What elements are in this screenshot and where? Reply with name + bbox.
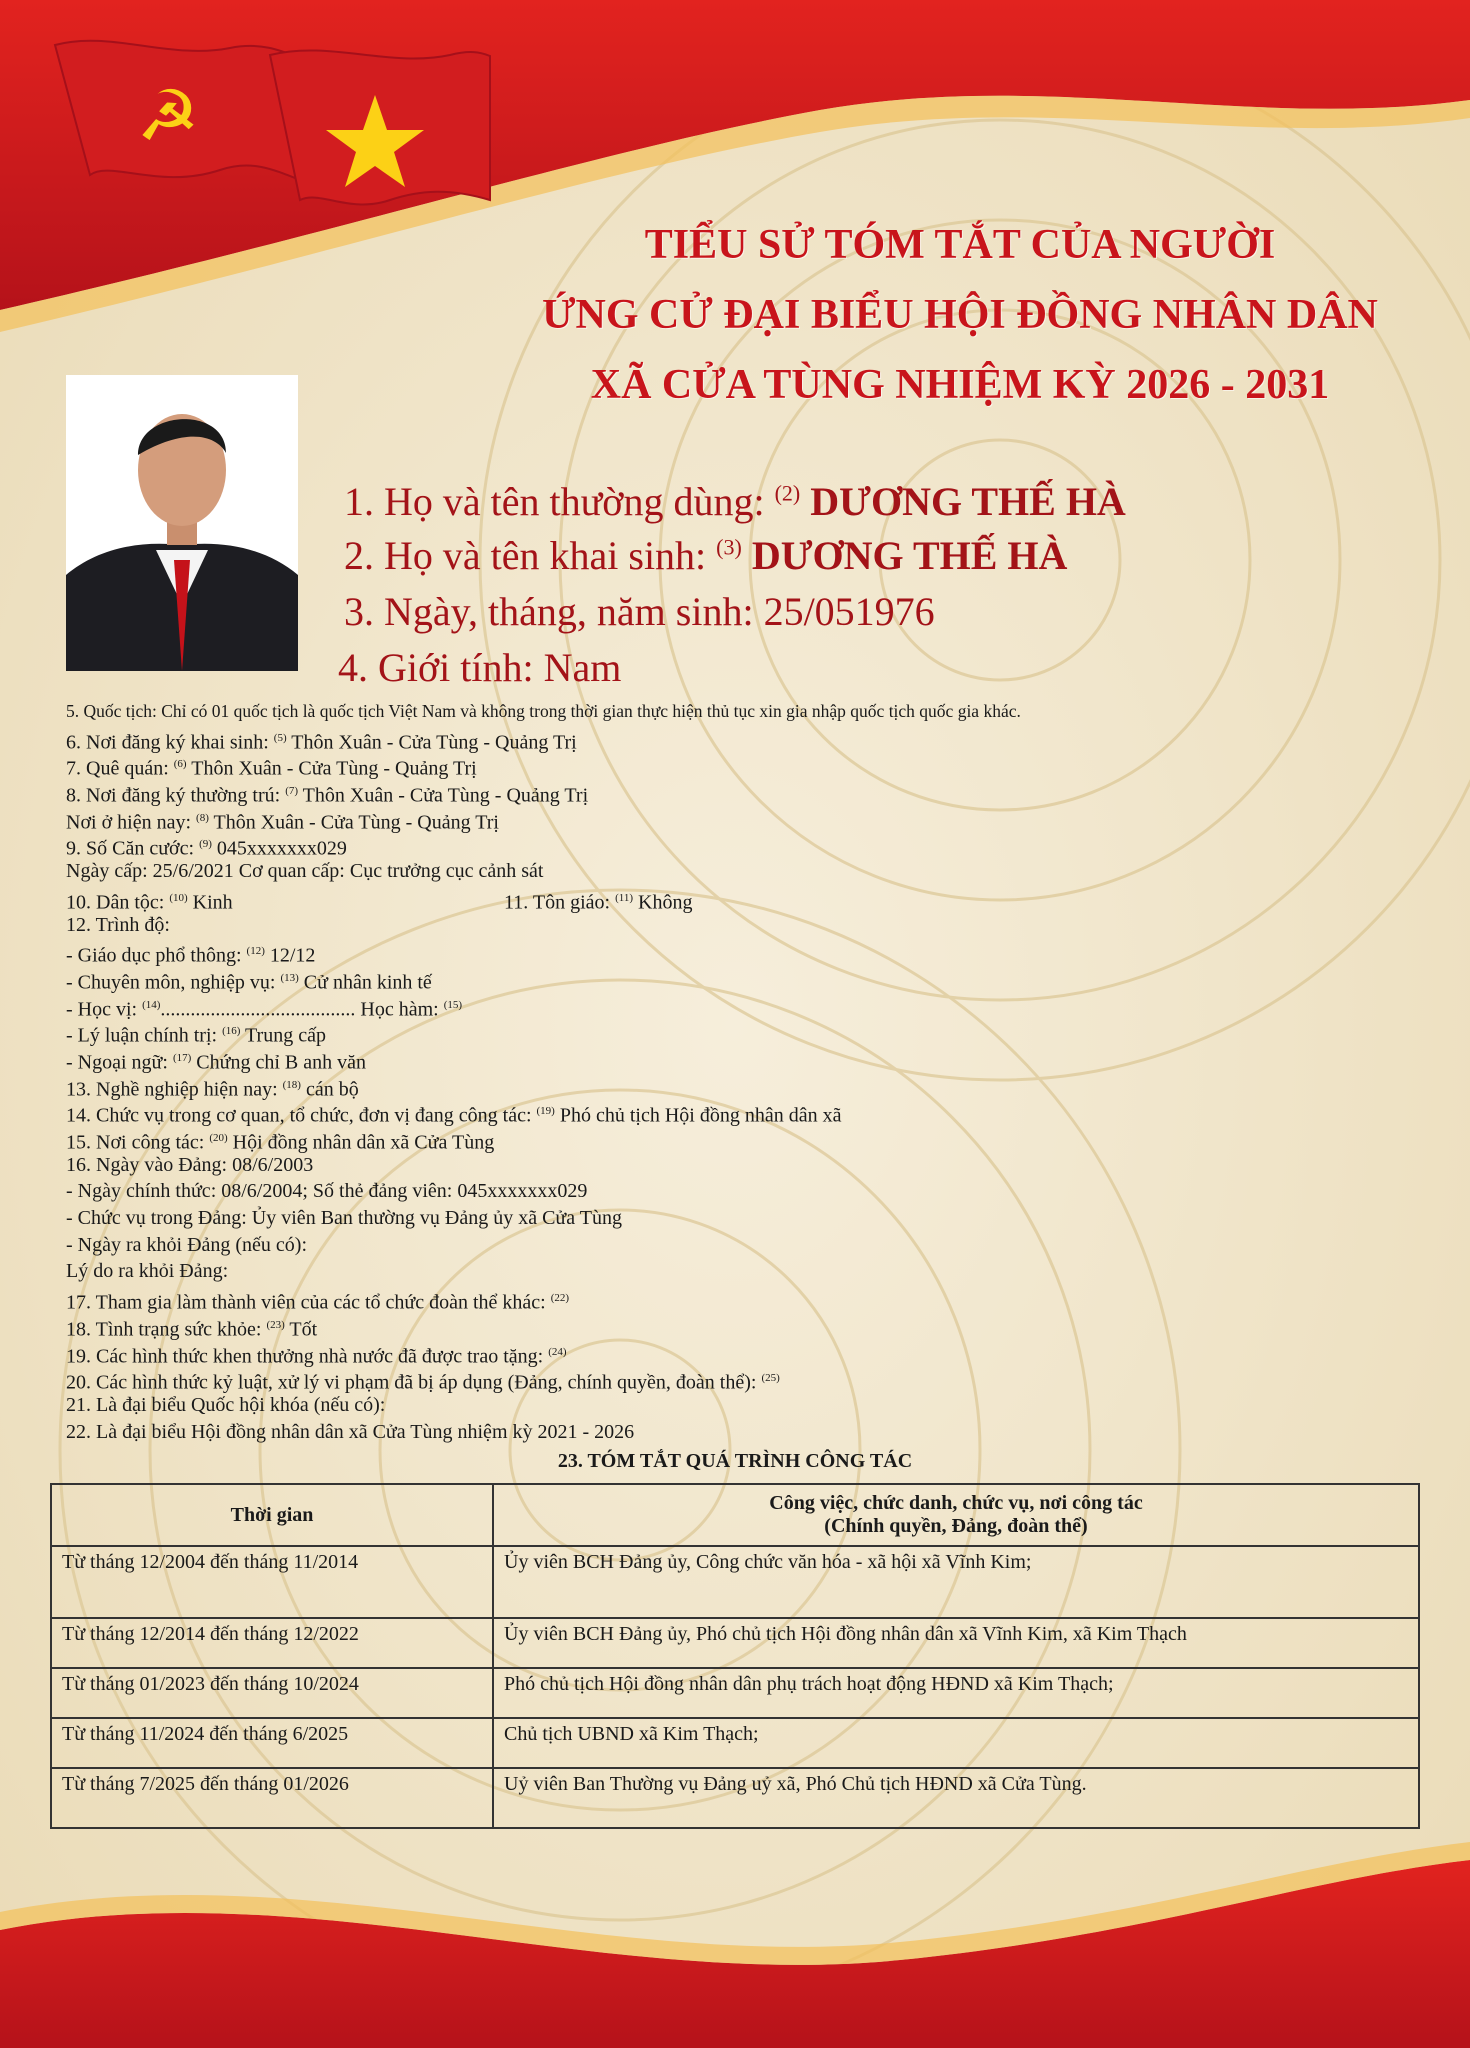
detail-line: 18. Tình trạng sức khỏe: $^{(23)}$ Tốt (66, 1318, 318, 1341)
footnote-ref: (3) (716, 534, 742, 560)
detail-line: 7. Quê quán: $^{(6)}$ Thôn Xuân - Cửa Tùng - Quảng Trị (66, 758, 477, 781)
field-value: DƯƠNG THẾ HÀ (741, 533, 1068, 578)
svg-text:☭: ☭ (136, 75, 200, 157)
field-label: 4. Giới tính: Nam (338, 645, 622, 690)
field-birth-name (344, 532, 1067, 579)
detail-line: 12. Trình độ: (66, 913, 170, 936)
religion-field: 11. Tôn giáo: $^{(11)}$ Không (504, 891, 693, 914)
column-header-time: Thời gian (51, 1484, 493, 1546)
detail-line: Lý do ra khỏi Đảng: (66, 1260, 229, 1283)
detail-line: Nơi ở hiện nay: $^{(8)}$ Thôn Xuân - Cửa Tùng - Quảng Trị (66, 811, 499, 834)
cell-time: Từ tháng 7/2025 đến tháng 01/2026 (51, 1768, 493, 1828)
table-header-row (51, 1484, 1419, 1546)
table-row (51, 1618, 1419, 1668)
table-row (51, 1768, 1419, 1828)
cell-time: Từ tháng 11/2024 đến tháng 6/2025 (51, 1718, 493, 1768)
detail-line: 16. Ngày vào Đảng: 08/6/2003 (66, 1153, 314, 1176)
cell-work: Ủy viên BCH Đảng ủy, Phó chủ tịch Hội đồng nhân dân xã Vĩnh Kim, xã Kim Thạch (493, 1618, 1419, 1668)
detail-line: 20. Các hình thức kỷ luật, xử lý vi phạm đã bị áp dụng (Đảng, chính quyền, đoàn thể): $^{(25)}$ (66, 1371, 780, 1394)
column-header-work-line1: Công việc, chức danh, chức vụ, nơi công tác (769, 1492, 1143, 1514)
detail-line: 15. Nơi công tác: $^{(20)}$ Hội đồng nhân dân xã Cửa Tùng (66, 1131, 495, 1154)
detail-line: 5. Quốc tịch: Chỉ có 01 quốc tịch là quốc tịch Việt Nam và không trong thời gian thực hiện thủ tục xin gia nhập quốc tịch quốc gia khác. (66, 701, 1021, 721)
national-flag-icon (270, 50, 490, 204)
detail-line: - Ngoại ngữ: $^{(17)}$ Chứng chỉ B anh văn (66, 1051, 366, 1074)
table-row (51, 1668, 1419, 1718)
detail-line: 13. Nghề nghiệp hiện nay: $^{(18)}$ cán bộ (66, 1078, 359, 1101)
detail-line: 9. Số Căn cước: $^{(9)}$ 045xxxxxxx029 (66, 838, 347, 861)
table-row (51, 1718, 1419, 1768)
detail-line: 19. Các hình thức khen thưởng nhà nước đã được trao tặng: $^{(24)}$ (66, 1345, 567, 1368)
detail-line: 10. Dân tộc: $^{(10)}$ Kinh 11. Tôn giáo: $^{(11)}$ Không (66, 885, 1436, 912)
detail-line: 21. Là đại biểu Quốc hội khóa (nếu có): (66, 1393, 386, 1416)
detail-line: - Giáo dục phổ thông: $^{(12)}$ 12/12 (66, 944, 316, 967)
field-common-name (344, 478, 1126, 525)
party-flag-icon (55, 41, 300, 180)
cell-time: Từ tháng 01/2023 đến tháng 10/2024 (51, 1668, 493, 1718)
field-label: 2. Họ và tên khai sinh: (344, 533, 717, 578)
detail-line: 17. Tham gia làm thành viên của các tổ chức đoàn thể khác: $^{(22)}$ (66, 1291, 570, 1314)
detail-line: - Ngày chính thức: 08/6/2004; Số thẻ đảng viên: 045xxxxxxx029 (66, 1180, 588, 1203)
column-header-work (493, 1484, 1419, 1546)
column-header-work-line2: (Chính quyền, Đảng, đoàn thể) (824, 1515, 1088, 1537)
field-gender (338, 644, 621, 691)
cell-work: Phó chủ tịch Hội đồng nhân dân phụ trách hoạt động HĐND xã Kim Thạch; (493, 1668, 1419, 1718)
detail-line: - Học vị: $^{(14)}$....................................... Học hàm: $^{(15)}$ (66, 998, 463, 1021)
detail-line: 8. Nơi đăng ký thường trú: $^{(7)}$ Thôn Xuân - Cửa Tùng - Quảng Trị (66, 784, 589, 807)
work-history-table (50, 1483, 1420, 1829)
cell-time: Từ tháng 12/2014 đến tháng 12/2022 (51, 1618, 493, 1668)
field-value: DƯƠNG THẾ HÀ (800, 479, 1126, 524)
footnote-ref: (2) (774, 480, 801, 506)
title-line-1: TIỂU SỬ TÓM TẮT CỦA NGƯỜI (644, 222, 1276, 268)
table-row (51, 1546, 1419, 1618)
cell-time: Từ tháng 12/2004 đến tháng 11/2014 (51, 1546, 493, 1618)
field-birth-date (344, 588, 935, 635)
work-history-title: 23. TÓM TẮT QUÁ TRÌNH CÔNG TÁC (557, 1450, 913, 1472)
detail-line: - Ngày ra khỏi Đảng (nếu có): (66, 1233, 308, 1256)
title-line-3: XÃ CỬA TÙNG NHIỆM KỲ 2026 - 2031 (590, 362, 1330, 408)
detail-line: 6. Nơi đăng ký khai sinh: $^{(5)}$ Thôn Xuân - Cửa Tùng - Quảng Trị (66, 731, 577, 754)
detail-line: - Lý luận chính trị: $^{(16)}$ Trung cấp (66, 1024, 326, 1047)
detail-line: 22. Là đại biểu Hội đồng nhân dân xã Cửa Tùng nhiệm kỳ 2021 - 2026 (66, 1420, 635, 1443)
detail-line: - Chuyên môn, nghiệp vụ: $^{(13)}$ Cử nhân kinh tế (66, 971, 432, 994)
cell-work: Ủy viên BCH Đảng ủy, Công chức văn hóa - xã hội xã Vĩnh Kim; (493, 1546, 1419, 1618)
cell-work: Chủ tịch UBND xã Kim Thạch; (493, 1718, 1419, 1768)
cell-work: Uỷ viên Ban Thường vụ Đảng uỷ xã, Phó Chủ tịch HĐND xã Cửa Tùng. (493, 1768, 1419, 1828)
detail-line: - Chức vụ trong Đảng: Ủy viên Ban thường vụ Đảng ủy xã Cửa Tùng (66, 1207, 622, 1230)
field-label: 3. Ngày, tháng, năm sinh: 25/051976 (344, 589, 935, 634)
detail-list (66, 698, 1436, 1445)
portrait-photo (66, 375, 298, 671)
title-line-2: ỨNG CỬ ĐẠI BIỂU HỘI ĐỒNG NHÂN DÂN (542, 292, 1378, 338)
detail-line: Ngày cấp: 25/6/2021 Cơ quan cấp: Cục trưởng cục cảnh sát (66, 860, 544, 883)
field-label: 1. Họ và tên thường dùng: (344, 479, 775, 524)
detail-line: 14. Chức vụ trong cơ quan, tổ chức, đơn vị đang công tác: $^{(19)}$ Phó chủ tịch Hội đồng nhân dân xã (66, 1104, 842, 1127)
